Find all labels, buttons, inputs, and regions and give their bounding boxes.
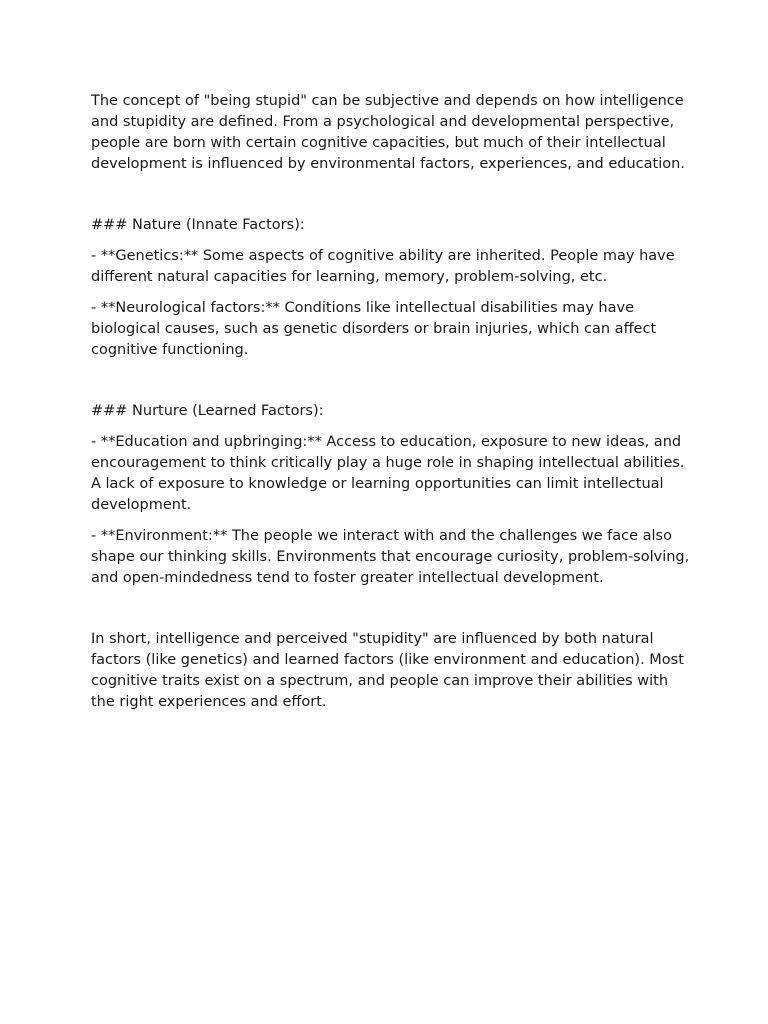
section-heading-nurture: ### Nurture (Learned Factors): [91,403,324,419]
document-body [91,91,691,713]
bullet-environment: - **Environment:** The people we interact with and the challenges we face also shape our thinking skills. Environments that encourage curiosity, problem-solving, and open-mindedness tend to foster greater intellectual development. [91,528,690,586]
bullet-neurological-factors: - **Neurological factors:** Conditions like intellectual disabilities may have biological causes, such as genetic disorders or brain injuries, which can affect cognitive functioning. [91,300,657,358]
conclusion-paragraph: In short, intelligence and perceived "stupidity" are influenced by both natural factors (like genetics) and learned factors (like environment and education). Most cognitive traits exist on a spectrum, and people can improve their abilities with the right experiences and effort. [91,631,684,710]
section-heading-nature: ### Nature (Innate Factors): [91,217,305,233]
bullet-education-upbringing: - **Education and upbringing:** Access to education, exposure to new ideas, and encouragement to think critically play a huge role in shaping intellectual abilities. A lack of exposure to knowledge or learning opportunities can limit intellectual development. [91,434,685,513]
intro-paragraph: The concept of "being stupid" can be subjective and depends on how intelligence and stupidity are defined. From a psychological and developmental perspective, people are born with certain cognitive capacities, but much of their intellectual development is influenced by environmental factors, experiences, and education. [91,93,685,172]
bullet-genetics: - **Genetics:** Some aspects of cognitive ability are inherited. People may have different natural capacities for learning, memory, problem-solving, etc. [91,248,675,285]
